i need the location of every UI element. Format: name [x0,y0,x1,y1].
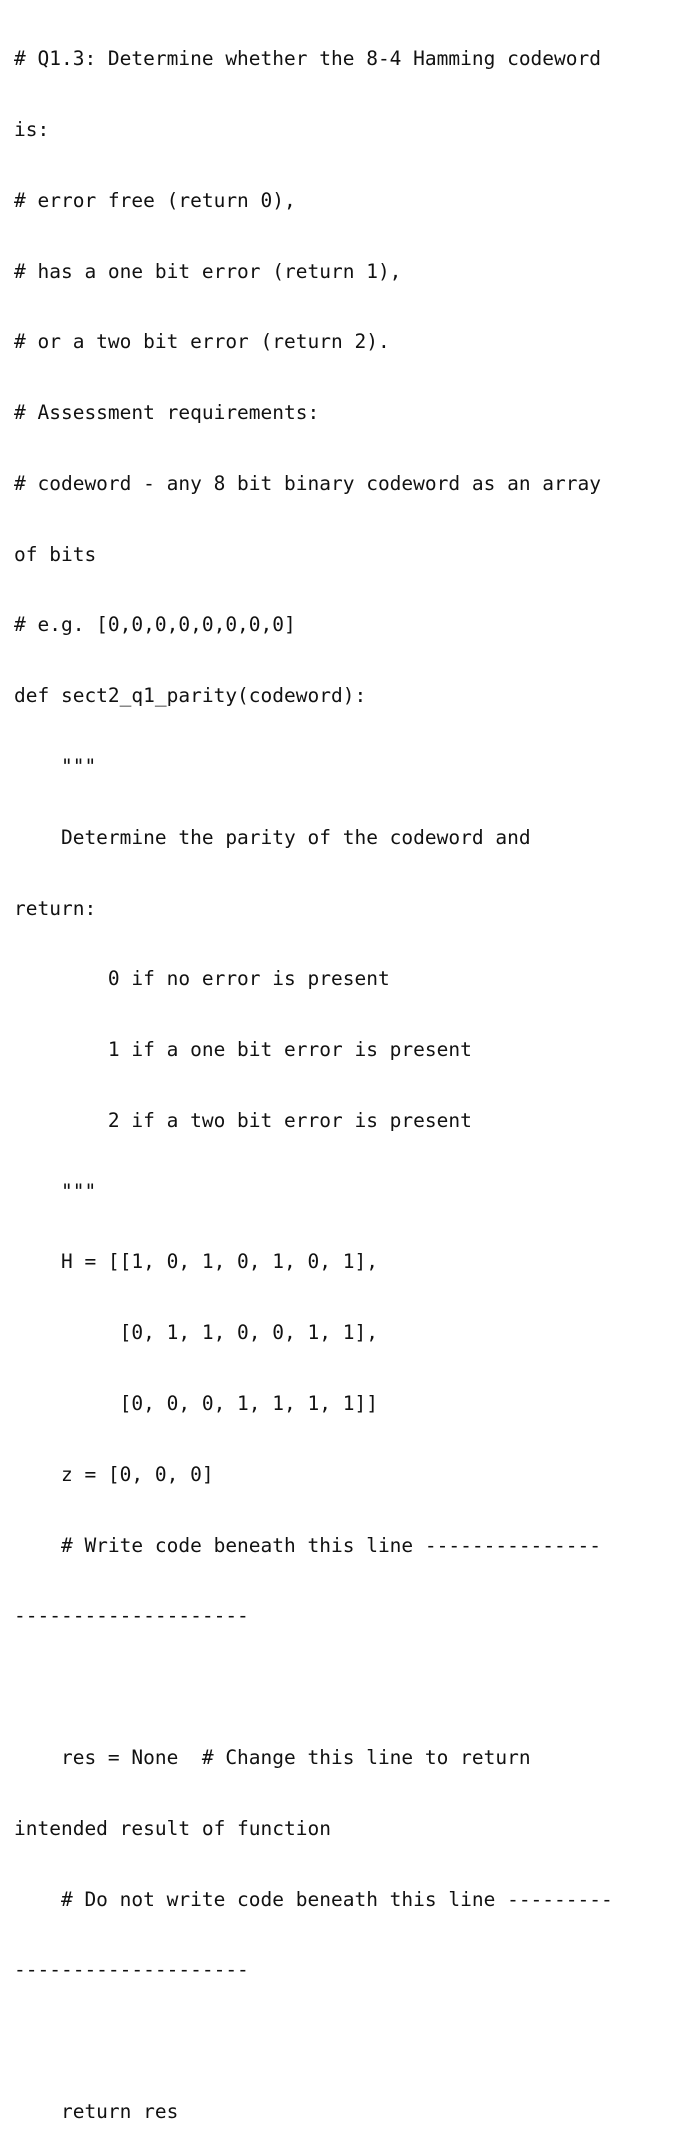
code-line-return: return res [14,2099,179,2123]
code-line-comment-one-bit: # has a one bit error (return 1), [14,259,402,283]
code-line-docstring-2: 2 if a two bit error is present [14,1108,472,1132]
code-line-def: def sect2_q1_parity(codeword): [14,684,367,708]
code-line-do-not-write-dashes: -------------------- [14,1958,249,1982]
code-line-matrix-row-2: [0, 1, 1, 0, 0, 1, 1], [14,1321,378,1345]
code-listing [14,0,613,2147]
code-line-comment-title: # Q1.3: Determine whether the 8-4 Hamming codeword [14,47,601,71]
code-line-comment-title-cont: is: [14,117,50,141]
code-line-write-code-comment: # Write code beneath this line --------------- [14,1533,601,1557]
code-line-do-not-write-comment: # Do not write code beneath this line --------- [14,1887,613,1911]
code-line-comment-error-free: # error free (return 0), [14,188,296,212]
code-line-comment-example: # e.g. [0,0,0,0,0,0,0,0] [14,613,296,637]
code-line-comment-requirements: # Assessment requirements: [14,401,320,425]
code-line-comment-two-bit: # or a two bit error (return 2). [14,330,390,354]
code-line-docstring-open: """ [14,755,97,778]
code-line-docstring-1: 1 if a one bit error is present [14,1038,472,1062]
code-line-blank-1 [14,1675,613,1699]
code-line-matrix-row-3: [0, 0, 0, 1, 1, 1, 1]] [14,1392,378,1416]
code-line-comment-codeword: # codeword - any 8 bit binary codeword as an array [14,471,601,495]
code-line-docstring-return: return: [14,896,97,920]
code-line-res: res = None # Change this line to return [14,1745,531,1769]
code-line-comment-codeword-cont: of bits [14,542,97,566]
code-line-blank-2 [14,2029,613,2053]
code-line-matrix-row-1: H = [[1, 0, 1, 0, 1, 0, 1], [14,1250,378,1274]
code-line-docstring-0: 0 if no error is present [14,967,390,991]
code-line-docstring-determine: Determine the parity of the codeword and [14,825,531,849]
code-line-res-cont: intended result of function [14,1816,331,1840]
code-line-docstring-close: """ [14,1179,97,1203]
code-line-z: z = [0, 0, 0] [14,1462,214,1486]
code-line-write-code-dashes: -------------------- [14,1604,249,1628]
